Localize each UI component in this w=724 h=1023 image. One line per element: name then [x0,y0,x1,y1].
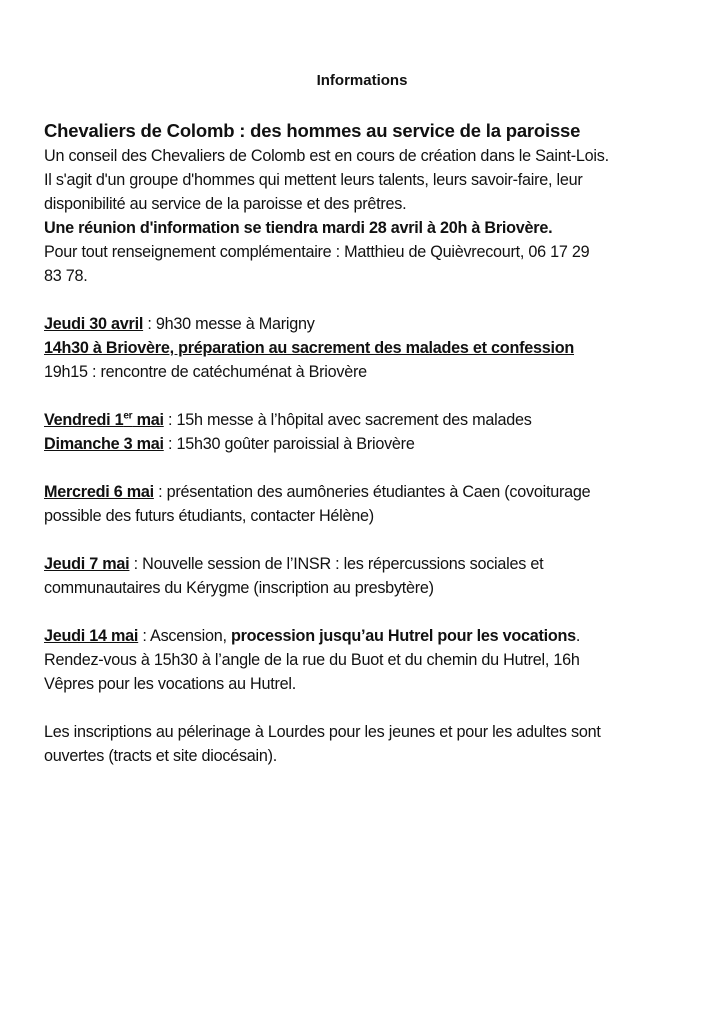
event-date: Dimanche 3 mai [44,435,164,453]
chevaliers-line-3: disponibilité au service de la paroisse et des prêtres. [44,195,407,213]
event-date: Jeudi 14 mai [44,627,139,645]
event-text: : 9h30 messe à Marigny [143,315,315,333]
chevaliers-line-1: Un conseil des Chevaliers de Colomb est en cours de création dans le Saint-Lois. [44,147,609,165]
spacer [44,696,694,720]
contact-line-2: 83 78. [44,267,88,285]
event-jeudi-7 [44,552,694,576]
event-jeudi-14-line-2: Rendez-vous à 15h30 à l’angle de la rue du Buot et du chemin du Hutrel, 16h [44,651,580,669]
event-mercredi-6 [44,480,694,504]
event-date-day: Vendredi 1 [44,411,124,429]
event-text-end: . [575,627,581,645]
event-text: : 15h30 goûter paroissial à Briovère [163,435,415,453]
event-text: : Nouvelle session de l’INSR : les répercussions sociales et [129,555,544,573]
event-vendredi-1 [44,408,694,432]
meeting-announcement: Une réunion d'information se tiendra mardi 28 avril à 20h à Briovère. [44,219,553,237]
event-date-month: mai [132,411,164,429]
event-jeudi-30-line-2: 14h30 à Briovère, préparation au sacrement des malades et confession [44,339,575,357]
event-mercredi-6-line-2: possible des futurs étudiants, contacter Hélène) [44,507,374,525]
spacer [44,456,694,480]
event-highlight: procession jusqu’au Hutrel pour les vocations [230,627,576,645]
event-dimanche-3 [44,432,694,456]
event-date: Jeudi 30 avril [44,315,144,333]
event-text: : présentation des aumôneries étudiantes à Caen (covoiturage [153,483,591,501]
event-text: : Ascension, [138,627,231,645]
chevaliers-heading: Chevaliers de Colomb : des hommes au service de la paroisse [44,120,581,141]
document-body [44,118,694,768]
page-title: Informations [316,72,408,89]
spacer [44,384,694,408]
event-date: Mercredi 6 mai [44,483,154,501]
contact-line-1: Pour tout renseignement complémentaire : Matthieu de Quièvrecourt, 06 17 29 [44,243,590,261]
spacer [44,288,694,312]
chevaliers-line-2: Il s'agit d'un groupe d'hommes qui mettent leurs talents, leurs savoir-faire, leur [44,171,583,189]
event-jeudi-30-line-3: 19h15 : rencontre de catéchuménat à Briovère [44,363,367,381]
event-date: Jeudi 7 mai [44,555,130,573]
event-jeudi-14 [44,624,694,648]
event-text: : 15h messe à l’hôpital avec sacrement des malades [163,411,532,429]
event-jeudi-30 [44,312,694,336]
spacer [44,528,694,552]
spacer [44,600,694,624]
event-date [44,411,164,429]
event-date-sup: er [123,410,133,422]
event-jeudi-14-line-3: Vêpres pour les vocations au Hutrel. [44,675,296,693]
lourdes-line-2: ouvertes (tracts et site diocésain). [44,747,278,765]
event-jeudi-7-line-2: communautaires du Kérygme (inscription au presbytère) [44,579,434,597]
lourdes-line-1: Les inscriptions au pélerinage à Lourdes pour les jeunes et pour les adultes sont [44,723,601,741]
